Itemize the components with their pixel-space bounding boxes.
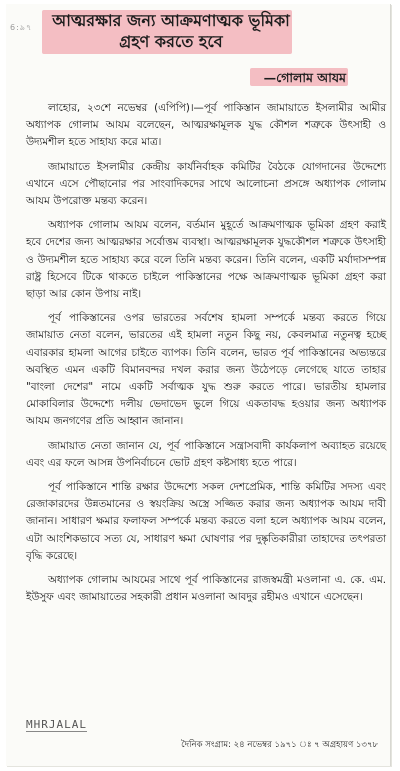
source-citation: দৈনিক সংগ্রাম: ২৪ নভেম্বর ১৯৭১ ঃ ৭ অগ্রহায়ণ ১৩৭৮ [181,740,378,750]
headline-line-1: আত্মরক্ষার জন্য আক্রমণাত্মক ভূমিকা [52,11,290,30]
newspaper-clipping [6,4,391,766]
paragraph-dateline: লাহোর, ২৩শে নভেম্বর (এপিপি)।—পূর্ব পাকিস্তান জামায়াতে ইসলামীর আমীর অধ্যাপক গোলাম আযম বলেছেন, আত্মরক্ষামূলক যুদ্ধ কৌশল শত্রুকে উৎসাহী ও উদ্যমশীল হতে সাহায্য করে মাত্র। [26,102,386,149]
headline-line-2: গ্রহণ করতে হবে [119,32,223,51]
paragraph-meeting: জামায়াতে ইসলামীর কেন্দ্রীয় কার্যনির্বাহক কমিটির বৈঠকে যোগদানের উদ্দেশ্যে এখানে এসে পৌছানোর পর সাংবাদিকদের সাথে আলোচনা প্রসঙ্গে অধ্যাপক গোলাম আযম উপরোক্ত মন্তব্য করেন। [26,160,386,208]
paragraph-offensive-role: অধ্যাপক গোলাম আযম বলেন, বর্তমান মুহূর্তে আক্রমণাত্মক ভূমিকা গ্রহণ করাই হবে দেশের জন্য আত্মরক্ষার সর্বোত্তম ব্যবস্থা। আত্মরক্ষামূলক যুদ্ধকৌশল শত্রুকে উৎসাহী ও উদ্যমশীল হতে সাহায্য করে বলে তিনি মন্তব্য করেন। তিনি বলেন, একটি মর্যাদাসম্পন্ন রাষ্ট্র হিসেবে টিকে থাকতে চাইলে পাকিস্তানের পক্ষে আক্রমণাত্মক ভূমিকা গ্রহণ করা ছাড়া আর কোন উপায় নাই। [26,219,386,301]
paragraph-armament-demand: পূর্ব পাকিস্তানে শান্তি রক্ষার উদ্দেশ্যে সকল দেশপ্রেমিক, শান্তি কমিটির সদস্য এবং রেজাকারদের উন্নতমানের ও স্বয়ংক্রিয় অস্ত্রে সজ্জিত করার জন্য অধ্যাপক আযম দাবী জানান। সাধারণ ক্ষমার ফলাফল সম্পর্কে মন্তব্য করতে বলা হলে অধ্যাপক আযম বলেন, এটা আংশিকভাবে সত্য যে, সাধারণ ক্ষমা ঘোষণার পর দুষ্কৃতিকারীরা তাহাদের তৎপরতা বৃদ্ধি করেছে। [26,481,386,562]
article-byline: —গোলাম আযম [263,70,346,85]
paragraph-companions: অধ্যাপক গোলাম আযমের সাথে পূর্ব পাকিস্তানের রাজস্বমন্ত্রী মওলানা এ. কে. এম. ইউসুফ এবং জামায়াতের সহকারী প্রধান মওলানা আবদুর রহীমও এখানে এসেছেন। [26,574,386,604]
corner-note: 6:৯৭ [10,23,33,32]
paragraph-by-election: জামায়াত নেতা জানান যে, পূর্ব পাকিস্তানে সন্ত্রাসবাদী কার্যকলাপ অব্যাহত রয়েছে এবং এর ফলে আসন্ন উপনির্বাচনে ভোট গ্রহণ কষ্টসাধ্য হতে পারে। [26,439,386,469]
article-body [26,100,386,611]
article-headline [46,10,296,52]
paragraph-indian-attack: পূর্ব পাকিস্তানের ওপর ভারতের সর্বশেষ হামলা সম্পর্কে মন্তব্য করতে গিয়ে জামায়াত নেতা বলেন, ভারতের এই হামলা নতুন কিছু নয়, কেবলমাত্র নতুনত্ব হচ্ছে এবারকার হামলা আগের চাইতে ব্যাপক। তিনি বলেন, ভারত পূর্ব পাকিস্তানের অভ্যন্তরে অবস্থিত এমন একটি বিমানবন্দর দখল করার জন্য উঠেপড়ে লেগেছে যাতে তাহার "বাংলা দেশের" নামে একটি সর্বাত্মক যুদ্ধ শুরু করতে পারে। ভারতীয় হামলার মোকাবিলার উদ্দেশ্যে দলীয় ভেদাভেদ ভুলে গিয়ে একতাবদ্ধ হওয়ার জন্য অধ্যাপক আযম জনগণের প্রতি আহ্বান জানান। [26,312,386,428]
handwritten-mark: MHRJALAL [26,718,87,731]
